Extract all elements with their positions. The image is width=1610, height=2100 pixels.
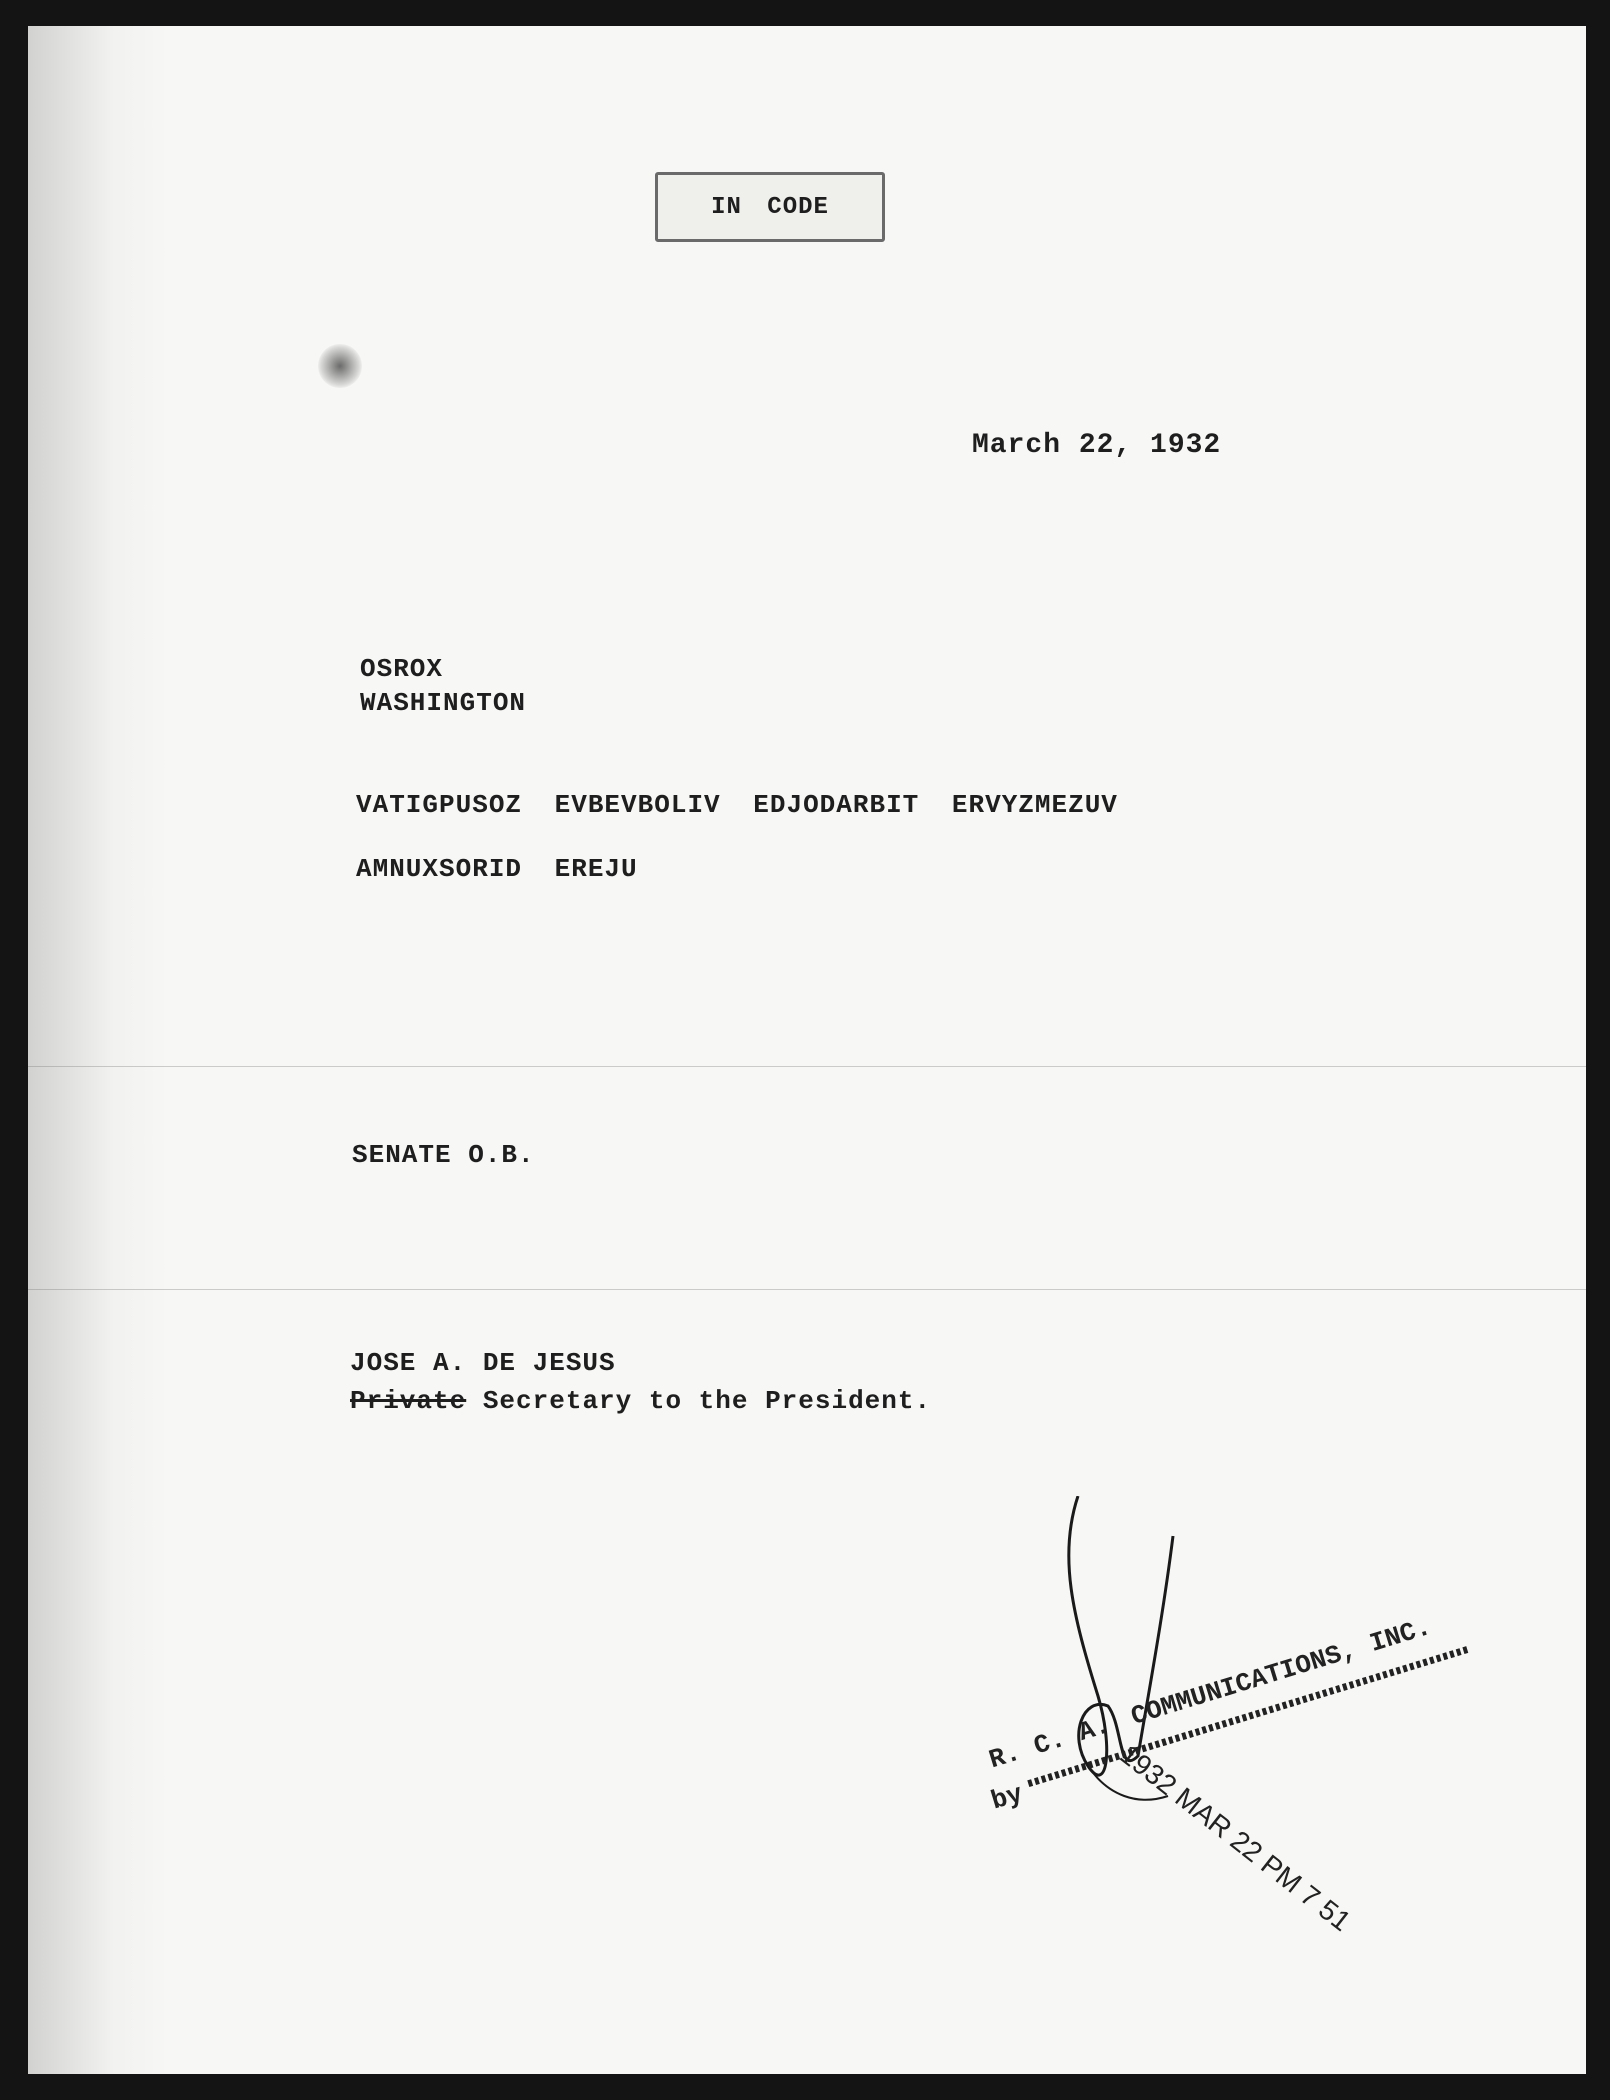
stamp-timestamp: 1932 MAR 22 PM 7 51 [1114, 1738, 1357, 1938]
signatory-name: JOSE A. DE JESUS [350, 1348, 616, 1378]
svg-text:R. C. A. COMMUNICATION [986, 1612, 1435, 1775]
scan-shadow [28, 26, 168, 2074]
address-line-1: OSROX [360, 654, 444, 684]
in-code-label-box [655, 172, 885, 242]
signatory-title [350, 1386, 931, 1416]
fold-line [28, 1066, 1586, 1067]
address-line-2: WASHINGTON [360, 688, 527, 718]
document-date: March 22, 1932 [972, 430, 1222, 461]
code-message-line-1: VATIGPUSOZ EVBEVBOLIV EDJODARBIT ERVYZMEZUV [356, 790, 1118, 820]
stamp-company-prefix: R. C. A. [985, 1710, 1114, 1776]
rca-receipt-stamp [908, 1496, 1528, 2036]
fold-line [28, 1289, 1586, 1290]
in-code-label: IN CODE [711, 193, 829, 221]
title-text: Secretary to the President. [482, 1386, 932, 1416]
ink-smudge [318, 344, 362, 388]
document-page [28, 26, 1586, 2074]
stamp-by-label: by [987, 1778, 1027, 1817]
stamp-company-name: COMMUNICATIONS, INC. [1127, 1611, 1435, 1732]
code-message-line-2: AMNUXSORID EREJU [356, 854, 638, 884]
struck-word: Private [350, 1386, 467, 1416]
sender-code: SENATE O.B. [352, 1140, 535, 1170]
